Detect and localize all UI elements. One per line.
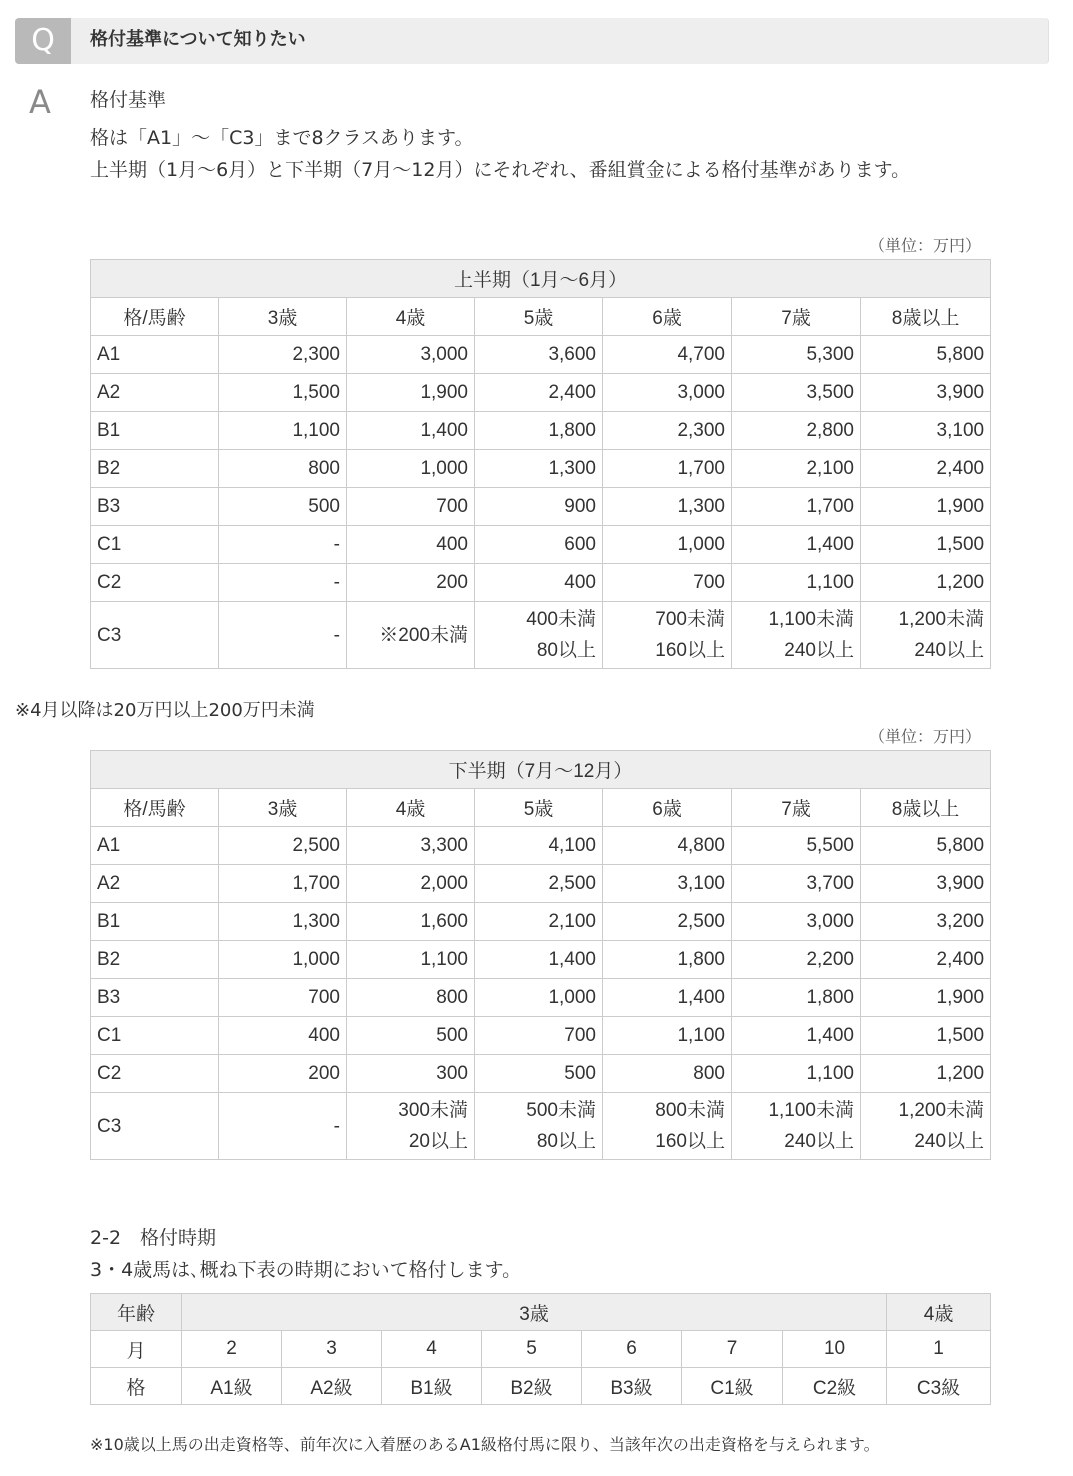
table-row-c3 [91, 602, 991, 669]
column-header: 格/馬齢 [91, 789, 219, 827]
range-upper: 800未満 [655, 1100, 725, 1121]
prize-cell: 700 [347, 488, 475, 526]
prize-range-cell [219, 1093, 347, 1160]
unit-label-second: （単位：万円） [868, 727, 981, 746]
table-row [91, 1017, 991, 1055]
grade-label: C3 [91, 1093, 219, 1160]
prize-cell: 3,100 [603, 865, 732, 903]
grade-label: A1 [91, 827, 219, 865]
prize-cell: 2,800 [732, 412, 861, 450]
header-row [91, 789, 991, 827]
answer-badge: A [29, 83, 51, 121]
prize-cell: 2,500 [219, 827, 347, 865]
prize-cell: 1,100 [732, 1055, 861, 1093]
grade-label: C2 [91, 564, 219, 602]
first-half-caption: 上半期（1月～6月） [91, 260, 991, 298]
prize-cell: 3,900 [861, 865, 991, 903]
grade-label: B1 [91, 903, 219, 941]
column-header: 格/馬齢 [91, 298, 219, 336]
prize-cell: 700 [475, 1017, 603, 1055]
prize-cell: 1,700 [732, 488, 861, 526]
grade-label: A1 [91, 336, 219, 374]
range-upper: 1,200未満 [898, 1100, 985, 1121]
column-header: 5歳 [475, 789, 603, 827]
schedule-month: 6 [582, 1331, 682, 1368]
prize-cell: 2,500 [603, 903, 732, 941]
prize-cell: 1,400 [732, 526, 861, 564]
grade-label: C2 [91, 1055, 219, 1093]
prize-cell: 1,700 [219, 865, 347, 903]
table-row [91, 827, 991, 865]
column-header: 4歳 [347, 298, 475, 336]
prize-cell: 800 [347, 979, 475, 1017]
first-half-grade-table [90, 259, 991, 669]
prize-cell: 2,400 [475, 374, 603, 412]
prize-cell: 3,100 [861, 412, 991, 450]
prize-range-cell [732, 1093, 861, 1160]
prize-cell: 3,900 [861, 374, 991, 412]
prize-cell: 1,700 [603, 450, 732, 488]
prize-cell: 5,800 [861, 336, 991, 374]
prize-cell: 1,400 [475, 941, 603, 979]
schedule-month: 4 [382, 1331, 482, 1368]
prize-range-cell [347, 1093, 475, 1160]
range-lower: 240以上 [914, 1131, 985, 1152]
prize-cell: 1,200 [861, 1055, 991, 1093]
prize-cell: 4,800 [603, 827, 732, 865]
prize-cell: 3,600 [475, 336, 603, 374]
prize-cell: 1,300 [219, 903, 347, 941]
prize-cell: 1,000 [219, 941, 347, 979]
schedule-age-3: 3歳 [182, 1294, 887, 1331]
prize-cell: 2,300 [603, 412, 732, 450]
prize-cell: 1,000 [347, 450, 475, 488]
column-header: 3歳 [219, 789, 347, 827]
prize-cell: 1,500 [861, 1017, 991, 1055]
question-badge: Q [15, 18, 71, 64]
range-upper: 1,100未満 [768, 1100, 854, 1121]
prize-range-cell [861, 602, 991, 669]
prize-range-cell [861, 1093, 991, 1160]
section-22-text: 3・4歳馬は､概ね下表の時期において格付します。 [90, 1259, 522, 1281]
range-lower: 160以上 [655, 1131, 725, 1152]
prize-cell: 2,100 [732, 450, 861, 488]
schedule-grade: C1級 [682, 1368, 783, 1405]
table-row [91, 450, 991, 488]
prize-cell: 800 [603, 1055, 732, 1093]
header-row [91, 298, 991, 336]
prize-cell: 1,900 [347, 374, 475, 412]
table-row-c3 [91, 1093, 991, 1160]
table-row [91, 1055, 991, 1093]
answer-line-1: 格は「A1」～「C3」まで8クラスあります。 [90, 127, 474, 149]
grade-label: B3 [91, 488, 219, 526]
table-row [91, 336, 991, 374]
column-header: 6歳 [603, 789, 732, 827]
grade-label: C1 [91, 1017, 219, 1055]
section-22-heading: 2-2 格付時期 [90, 1227, 217, 1249]
prize-cell: 1,100 [347, 941, 475, 979]
column-header: 8歳以上 [861, 789, 991, 827]
grade-label: C3 [91, 602, 219, 669]
column-header: 6歳 [603, 298, 732, 336]
range-upper: 1,200未満 [898, 609, 985, 630]
prize-cell: 900 [475, 488, 603, 526]
prize-cell: 5,800 [861, 827, 991, 865]
prize-cell: 4,700 [603, 336, 732, 374]
prize-cell: 2,500 [475, 865, 603, 903]
prize-cell: 200 [219, 1055, 347, 1093]
schedule-grade: B2級 [482, 1368, 582, 1405]
prize-cell: 200 [347, 564, 475, 602]
schedule-grade: A2級 [282, 1368, 382, 1405]
prize-cell: 1,000 [475, 979, 603, 1017]
range-lower: 160以上 [655, 640, 725, 661]
grade-label: A2 [91, 865, 219, 903]
range-lower: 20以上 [408, 1131, 468, 1152]
prize-cell: 300 [347, 1055, 475, 1093]
column-header: 3歳 [219, 298, 347, 336]
prize-cell: 1,500 [861, 526, 991, 564]
schedule-month: 7 [682, 1331, 783, 1368]
prize-cell: 5,300 [732, 336, 861, 374]
range-lower: 80以上 [536, 1131, 596, 1152]
prize-cell: 400 [347, 526, 475, 564]
prize-cell: 1,200 [861, 564, 991, 602]
question-header[interactable] [15, 18, 1049, 64]
schedule-age-label: 年齢 [91, 1294, 182, 1331]
prize-cell: 2,400 [861, 450, 991, 488]
prize-cell: 3,300 [347, 827, 475, 865]
prize-cell: 1,100 [219, 412, 347, 450]
footer-note: ※10歳以上馬の出走資格等、前年次に入着歴のあるA1級格付馬に限り、当該年次の出走資格を与えられます。 [90, 1435, 880, 1454]
prize-range-cell [475, 602, 603, 669]
schedule-month: 2 [182, 1331, 282, 1368]
answer-heading: 格付基準 [90, 89, 167, 111]
column-header: 8歳以上 [861, 298, 991, 336]
range-upper: 400未満 [526, 609, 596, 630]
prize-cell: 1,400 [347, 412, 475, 450]
schedule-grade: C3級 [887, 1368, 991, 1405]
schedule-month: 1 [887, 1331, 991, 1368]
prize-cell: 1,800 [603, 941, 732, 979]
second-half-grade-table [90, 750, 991, 1160]
prize-cell: 1,100 [603, 1017, 732, 1055]
column-header: 7歳 [732, 789, 861, 827]
prize-cell: 700 [219, 979, 347, 1017]
prize-cell: 500 [347, 1017, 475, 1055]
schedule-grade: B3級 [582, 1368, 682, 1405]
prize-cell: 400 [219, 1017, 347, 1055]
prize-range-cell [347, 602, 475, 669]
schedule-month: 3 [282, 1331, 382, 1368]
prize-cell: 2,400 [861, 941, 991, 979]
schedule-month: 10 [783, 1331, 887, 1368]
range-lower: 80以上 [536, 640, 596, 661]
first-half-note: ※4月以降は20万円以上200万円未満 [15, 700, 315, 721]
prize-cell: 2,300 [219, 336, 347, 374]
prize-cell: 1,500 [219, 374, 347, 412]
table-row [91, 526, 991, 564]
table-row [91, 374, 991, 412]
prize-cell: 600 [475, 526, 603, 564]
schedule-grade: B1級 [382, 1368, 482, 1405]
grade-label: B1 [91, 412, 219, 450]
schedule-grade: A1級 [182, 1368, 282, 1405]
prize-cell: 1,800 [475, 412, 603, 450]
schedule-age-4: 4歳 [887, 1294, 991, 1331]
prize-cell: 1,600 [347, 903, 475, 941]
second-half-caption: 下半期（7月～12月） [91, 751, 991, 789]
prize-cell: 1,300 [475, 450, 603, 488]
range-lower: 240以上 [784, 640, 854, 661]
grade-label: C1 [91, 526, 219, 564]
grade-label: A2 [91, 374, 219, 412]
prize-cell: 1,800 [732, 979, 861, 1017]
grade-label: B3 [91, 979, 219, 1017]
prize-range-cell [475, 1093, 603, 1160]
prize-cell: 2,000 [347, 865, 475, 903]
range-upper: 500未満 [526, 1100, 596, 1121]
prize-cell: 3,000 [732, 903, 861, 941]
schedule-month: 5 [482, 1331, 582, 1368]
prize-cell: 800 [219, 450, 347, 488]
prize-cell: - [219, 564, 347, 602]
table-row [91, 903, 991, 941]
prize-range-cell [732, 602, 861, 669]
prize-cell: - [219, 526, 347, 564]
schedule-grade-label: 格 [91, 1368, 182, 1405]
range-upper: ※200未満 [379, 624, 468, 646]
prize-cell: 1,100 [732, 564, 861, 602]
range-upper: - [333, 1115, 340, 1137]
prize-cell: 2,100 [475, 903, 603, 941]
table-row [91, 979, 991, 1017]
answer-line-2: 上半期（1月～6月）と下半期（7月～12月）にそれぞれ、番組賞金による格付基準があります。 [90, 159, 911, 181]
prize-cell: 2,200 [732, 941, 861, 979]
prize-cell: 700 [603, 564, 732, 602]
range-upper: 300未満 [398, 1100, 468, 1121]
prize-cell: 3,700 [732, 865, 861, 903]
schedule-month-label: 月 [91, 1331, 182, 1368]
question-title: 格付基準について知りたい [90, 29, 306, 50]
range-upper: 1,100未満 [768, 609, 854, 630]
prize-cell: 1,900 [861, 488, 991, 526]
schedule-grade: C2級 [783, 1368, 887, 1405]
prize-cell: 3,500 [732, 374, 861, 412]
table-row [91, 412, 991, 450]
column-header: 4歳 [347, 789, 475, 827]
prize-cell: 1,900 [861, 979, 991, 1017]
table-row [91, 488, 991, 526]
prize-cell: 3,000 [603, 374, 732, 412]
grade-label: B2 [91, 450, 219, 488]
prize-cell: 1,300 [603, 488, 732, 526]
prize-cell: 1,400 [603, 979, 732, 1017]
prize-cell: 4,100 [475, 827, 603, 865]
column-header: 5歳 [475, 298, 603, 336]
table-row [91, 865, 991, 903]
range-upper: - [333, 624, 340, 646]
prize-cell: 1,000 [603, 526, 732, 564]
prize-range-cell [603, 602, 732, 669]
prize-cell: 1,400 [732, 1017, 861, 1055]
prize-cell: 400 [475, 564, 603, 602]
range-upper: 700未満 [655, 609, 725, 630]
prize-cell: 500 [219, 488, 347, 526]
column-header: 7歳 [732, 298, 861, 336]
unit-label-first: （単位：万円） [868, 236, 981, 255]
prize-cell: 5,500 [732, 827, 861, 865]
prize-range-cell [603, 1093, 732, 1160]
grading-schedule-table [90, 1293, 991, 1405]
prize-cell: 500 [475, 1055, 603, 1093]
table-row [91, 941, 991, 979]
grade-label: B2 [91, 941, 219, 979]
range-lower: 240以上 [784, 1131, 854, 1152]
table-row [91, 564, 991, 602]
prize-cell: 3,200 [861, 903, 991, 941]
prize-range-cell [219, 602, 347, 669]
prize-cell: 3,000 [347, 336, 475, 374]
range-lower: 240以上 [914, 640, 985, 661]
